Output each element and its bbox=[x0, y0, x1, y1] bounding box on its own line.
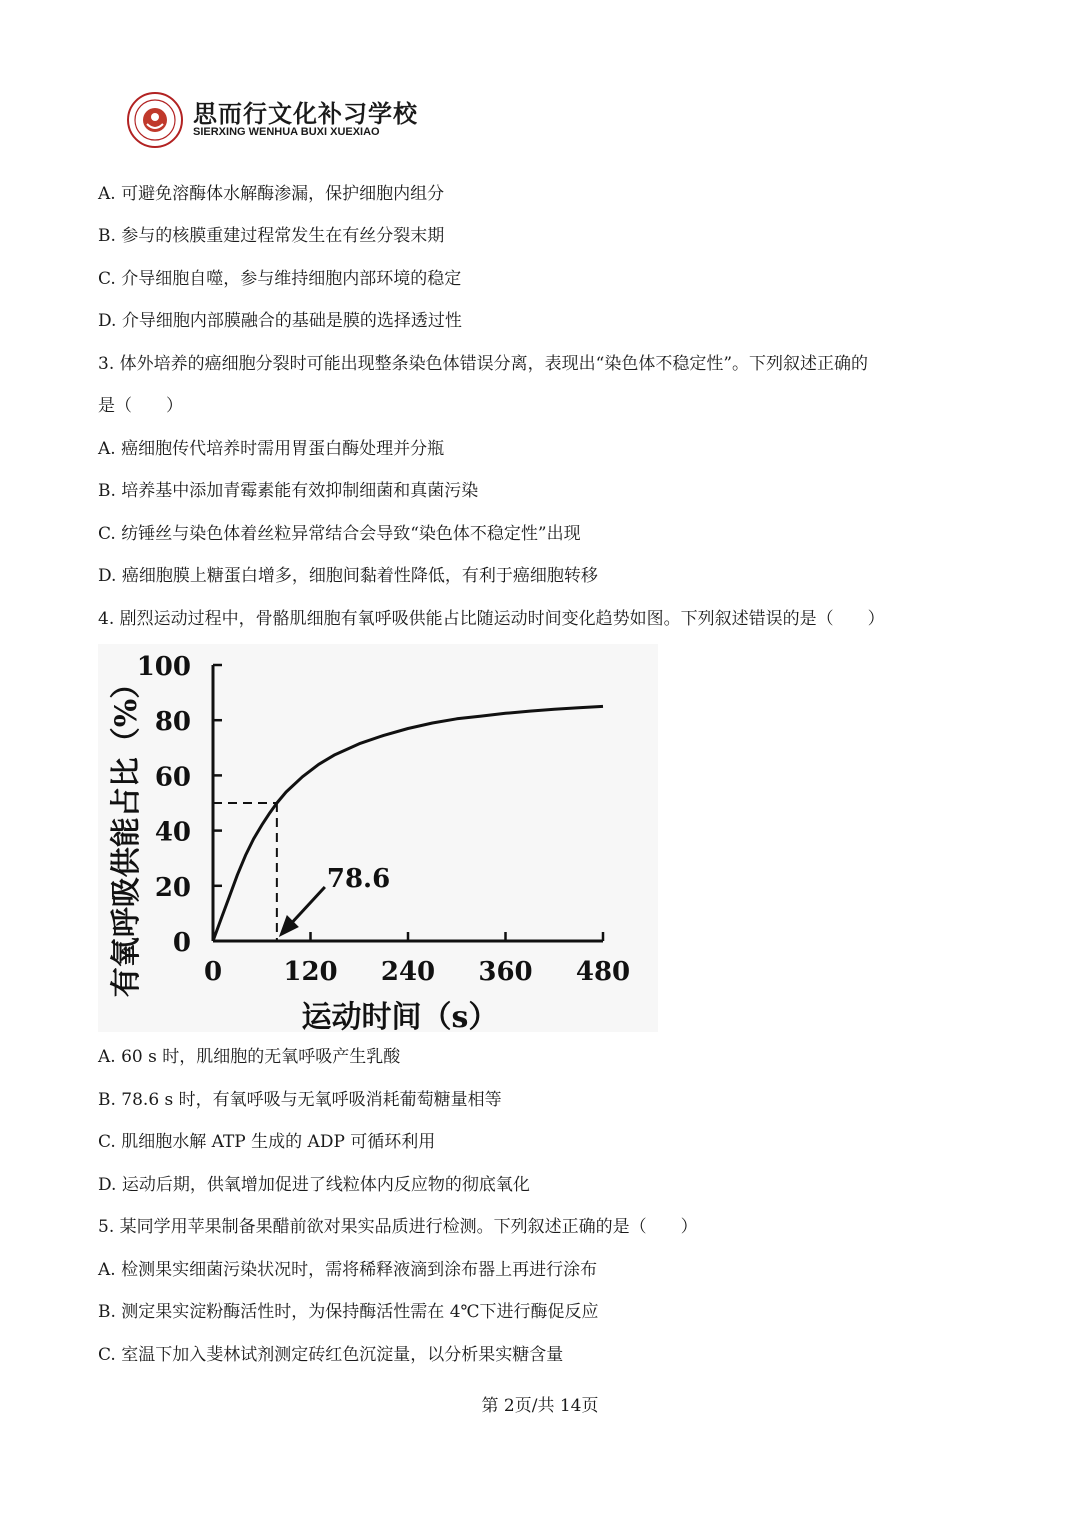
option-line: B. 测定果实淀粉酶活性时，为保持酶活性需在 4℃下进行酶促反应 bbox=[98, 1302, 599, 1322]
option-line: B. 培养基中添加青霉素能有效抑制细菌和真菌污染 bbox=[98, 481, 479, 501]
series-line bbox=[213, 706, 603, 941]
question-stem: 3. 体外培养的癌细胞分裂时可能出现整条染色体错误分离，表现出“染色体不稳定性”。下列叙述正确的 bbox=[98, 354, 869, 374]
x-tick-label: 120 bbox=[283, 957, 338, 987]
x-axis-label: 运动时间（s） bbox=[301, 1000, 499, 1032]
option-line: A. 60 s 时，肌细胞的无氧呼吸产生乳酸 bbox=[98, 1047, 401, 1067]
annotation-arrow bbox=[289, 887, 325, 926]
annotation-label: 78.6 bbox=[326, 864, 391, 894]
x-tick-label: 240 bbox=[380, 957, 436, 987]
y-tick-label: 100 bbox=[136, 652, 191, 682]
option-line: B. 参与的核膜重建过程常发生在有丝分裂末期 bbox=[98, 226, 445, 246]
x-tick-label: 480 bbox=[575, 957, 631, 987]
option-line: C. 肌细胞水解 ATP 生成的 ADP 可循环利用 bbox=[98, 1132, 436, 1152]
option-line: D. 癌细胞膜上糖蛋白增多，细胞间黏着性降低，有利于癌细胞转移 bbox=[98, 566, 598, 586]
school-name-en: SIERXING WENHUA BUXI XUEXIAO bbox=[193, 126, 380, 138]
page-footer: 第 2页/共 14页 bbox=[481, 1396, 599, 1416]
y-tick-label: 40 bbox=[154, 817, 191, 848]
y-axis-label: 有氧呼吸供能占比（%） bbox=[109, 668, 144, 998]
y-tick-label: 0 bbox=[172, 928, 191, 958]
option-line: A. 可避免溶酶体水解酶渗漏，保护细胞内组分 bbox=[98, 184, 445, 204]
y-tick-label: 20 bbox=[154, 872, 191, 903]
question-stem: 是（ ） bbox=[98, 396, 183, 416]
x-tick-label: 360 bbox=[478, 957, 533, 987]
option-line: D. 运动后期，供氧增加促进了线粒体内反应物的彻底氧化 bbox=[98, 1175, 530, 1195]
chart-canvas bbox=[98, 644, 658, 1032]
question-stem: 5. 某同学用苹果制备果醋前欲对果实品质进行检测。下列叙述正确的是（ ） bbox=[98, 1217, 698, 1237]
option-line: A. 检测果实细菌污染状况时，需将稀释液滴到涂布器上再进行涂布 bbox=[98, 1260, 598, 1280]
question-stem: 4. 剧烈运动过程中，骨骼肌细胞有氧呼吸供能占比随运动时间变化趋势如图。下列叙述错误的是（ ） bbox=[98, 609, 885, 629]
option-line: D. 介导细胞内部膜融合的基础是膜的选择透过性 bbox=[98, 311, 462, 331]
option-line: A. 癌细胞传代培养时需用胃蛋白酶处理并分瓶 bbox=[98, 439, 445, 459]
option-line: C. 室温下加入斐林试剂测定砖红色沉淀量，以分析果实糖含量 bbox=[98, 1345, 564, 1365]
y-tick-label: 60 bbox=[154, 762, 191, 793]
option-line: B. 78.6 s 时，有氧呼吸与无氧呼吸消耗葡萄糖量相等 bbox=[98, 1090, 502, 1110]
x-tick-label: 0 bbox=[203, 957, 223, 987]
option-line: C. 纺锤丝与染色体着丝粒异常结合会导致“染色体不稳定性”出现 bbox=[98, 524, 581, 544]
aerobic-respiration-chart bbox=[98, 644, 658, 1032]
school-logo-icon bbox=[127, 92, 183, 148]
y-tick-label: 80 bbox=[154, 707, 191, 738]
option-line: C. 介导细胞自噬，参与维持细胞内部环境的稳定 bbox=[98, 269, 462, 289]
school-name-cn: 思而行文化补习学校 bbox=[193, 100, 418, 128]
